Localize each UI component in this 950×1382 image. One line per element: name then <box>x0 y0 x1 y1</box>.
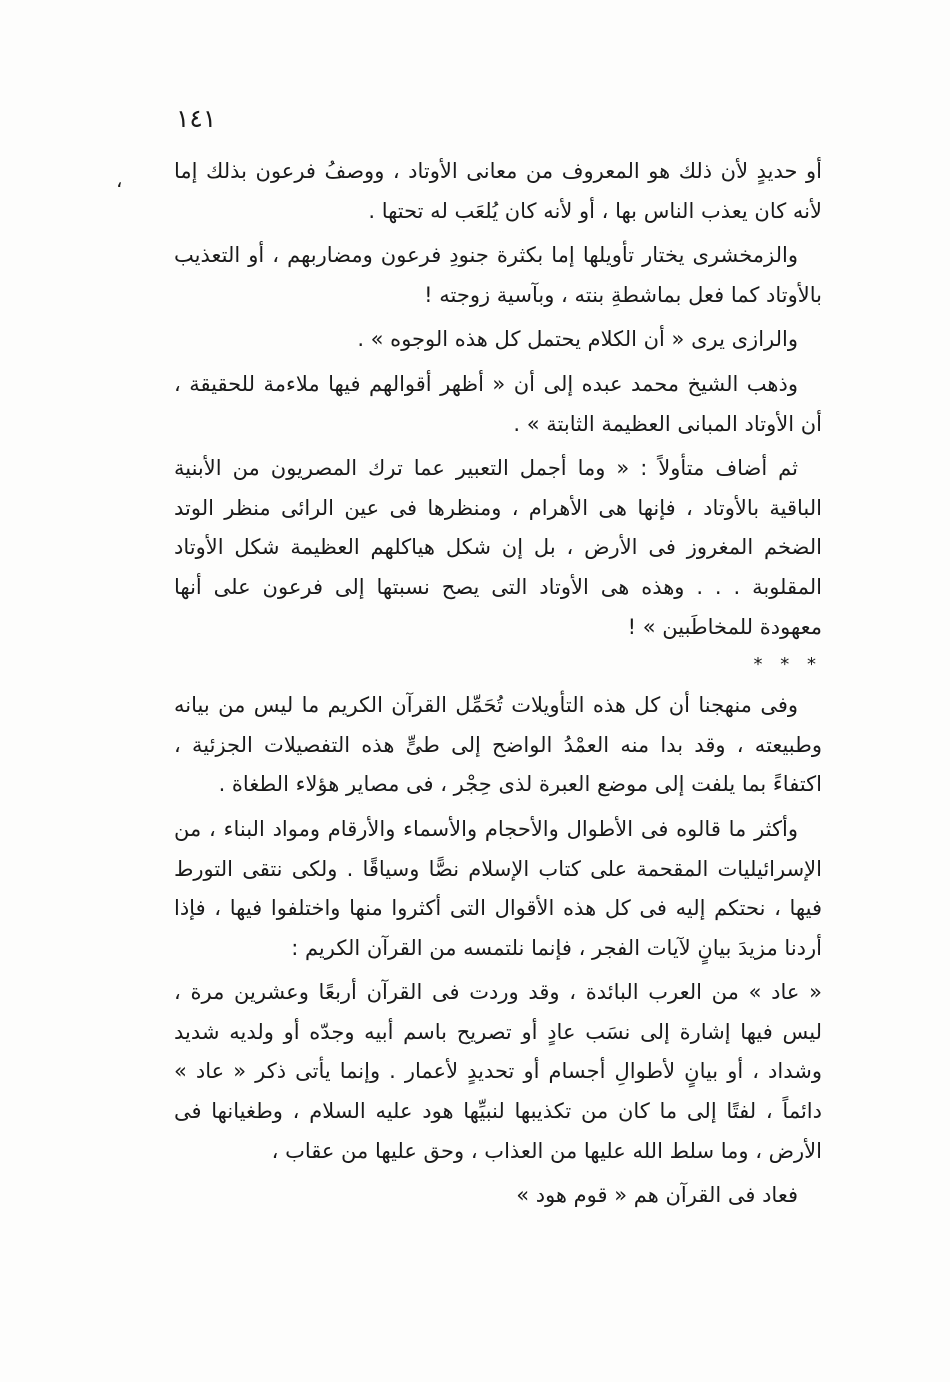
paragraph-5: ثم أضاف متأولاً : « وما أجمل التعبير عما ترك المصريون من الأبنية الباقية بالأوتاد ، فإنها هى الأهرام ، ومنظرها فى عين الرائى منظر الوتد الضخم المغروز فى الأرض ، بل إن شكل هياكلهم العظيمة شكل الأوتاد المقلوبة . . . وهذه هى الأوتاد التى يصح نسبتها إلى فرعون على أنها معهودة للمخاطَبين » ! <box>174 456 822 639</box>
paragraph-4: وذهب الشيخ محمد عبده إلى أن « أظهر أقوالهم فيها ملاءمة للحقيقة ، أن الأوتاد المبانى العظيمة الثابتة » . <box>174 371 822 436</box>
paragraph-9: فعاد فى القرآن هم « قوم هود » <box>516 1183 798 1208</box>
margin-mark: ، <box>116 168 123 192</box>
paragraph-6: وفى منهجنا أن كل هذه التأويلات تُحَمِّل القرآن الكريم ما ليس من بيانه وطبيعته ، وقد بدا منه العمْدُ الواضح إلى طىٍّ هذه التفصيلات الجزئية ، اكتفاءً بما يلفت إلى موضع العبرة لذى حِجْر ، فى مصاير هؤلاء الطغاة . <box>174 693 822 797</box>
paragraph-7: وأكثر ما قالوه فى الأطوال والأحجام والأسماء والأرقام ومواد البناء ، من الإسرائيليات المقحمة على كتاب الإسلام نصًّا وسياقًا . ولكى نتقى التورط فيها ، نحتكم إليه فى كل هذه الأقوال التى أكثروا منها واختلفوا فيها ، فإذا أردنا مزيدَ بيانٍ لآيات الفجر ، فإنما نلتمسه من القرآن الكريم : <box>174 816 822 960</box>
paragraph-8: « عاد » من العرب البائدة ، وقد وردت فى القرآن أربعًا وعشرين مرة ، ليس فيها إشارة إلى نسَب عادٍ أو تصريح باسم أبيه وجدّه أو ولديه شديد وشداد ، أو بيانٍ لأطوالِ أجسام أو تحديدٍ لأعمار . وإنما يأتى ذكر « عاد » دائماً ، لفتًا إلى ما كان من تكذيبها لنبيِّها هود عليه السلام ، وطغيانها فى الأرض ، وما سلط الله عليها من العذاب ، وحق عليها من عقاب ، <box>174 980 822 1163</box>
section-divider: * * * <box>753 654 822 676</box>
page-body <box>174 152 822 1221</box>
paragraph-1: أو حديدٍ لأن ذلك هو المعروف من معانى الأوتاد ، ووصفُ فرعون بذلك إما لأنه كان يعذب الناس بها ، أو لأنه كان يُلعَب له تحتها . <box>174 159 822 223</box>
paragraph-3: والرازى يرى « أن الكلام يحتمل كل هذه الوجوه » . <box>357 327 798 352</box>
paragraph-2: والزمخشرى يختار تأويلها إما بكثرة جنودِ فرعون ومضاربهم ، أو التعذيب بالأوتاد كما فعل بماشطةِ بنته ، وبآسية زوجته ! <box>174 243 822 307</box>
page-number: ١٤١ <box>176 104 217 133</box>
